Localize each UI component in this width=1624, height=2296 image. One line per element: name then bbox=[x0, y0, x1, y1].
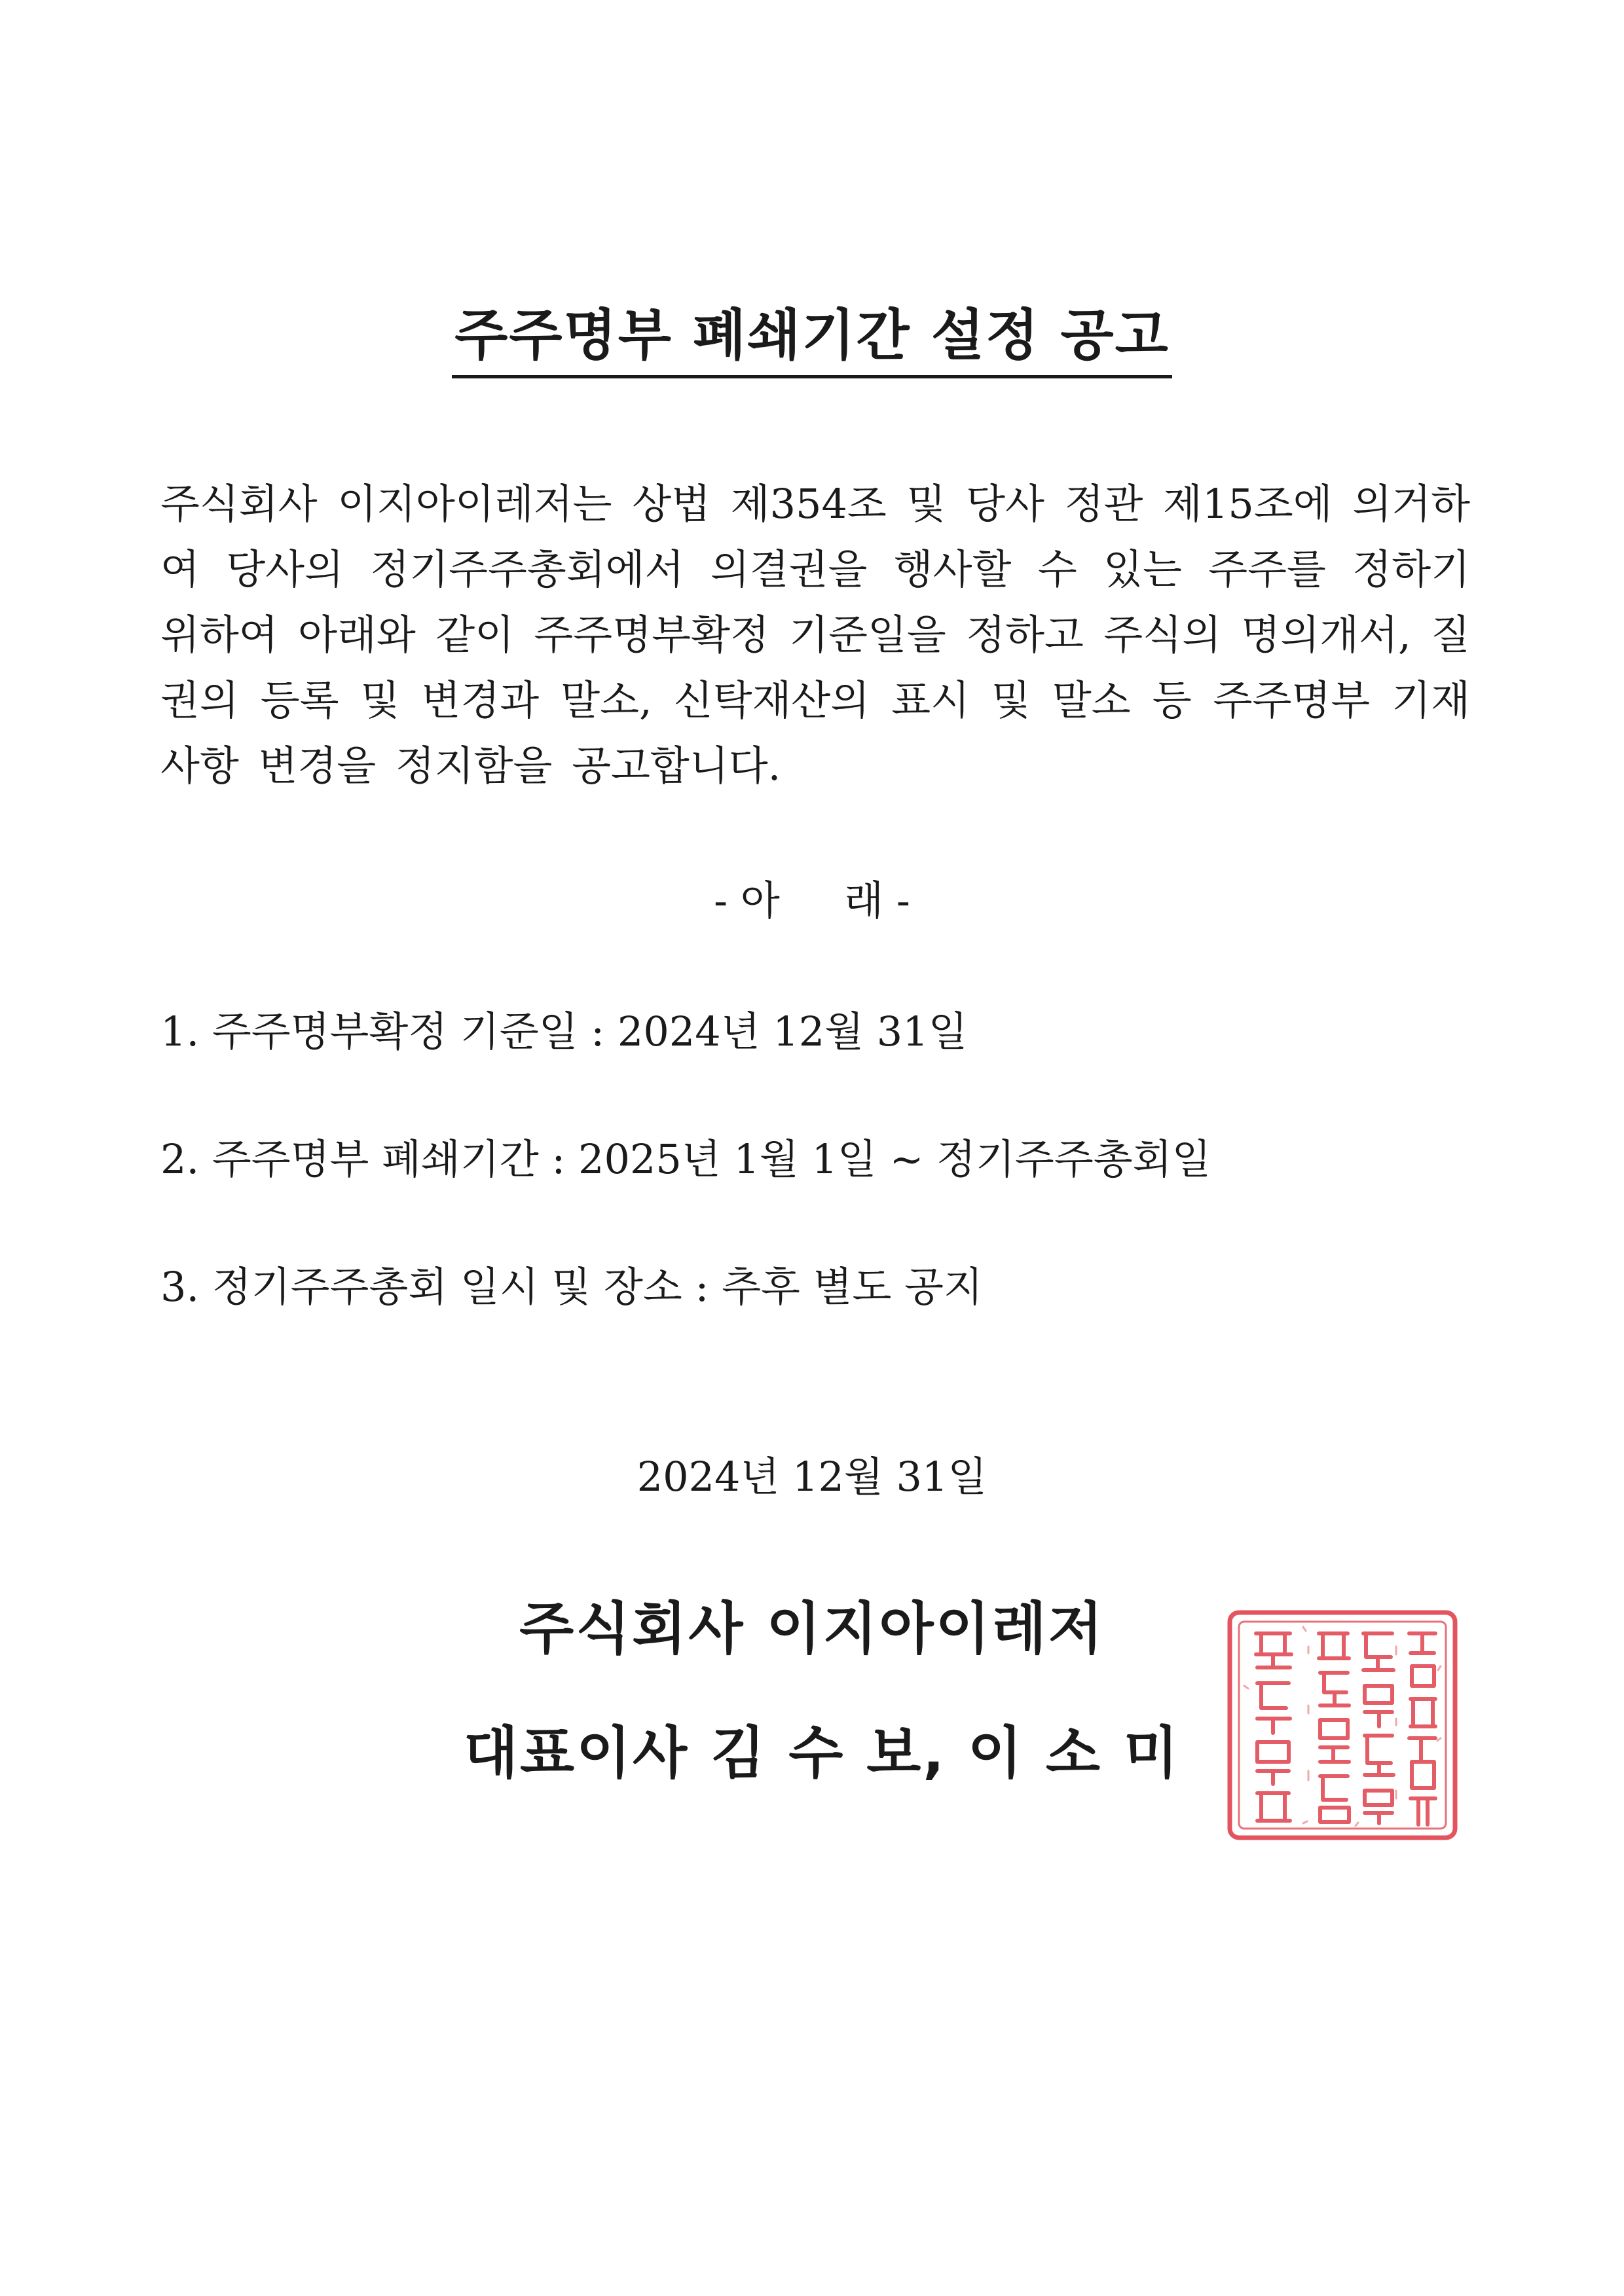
representative-names: 대표이사 김 수 보, 이 소 미 bbox=[463, 1721, 1181, 1786]
notice-body: 주식회사 이지아이레저는 상법 제354조 및 당사 정관 제15조에 의거하여 당사의 정기주주총회에서 의결권을 행사할 수 있는 주주를 정하기 위하여 아래와 같이 주주명부확정 기준일을 정하고 주식의 명의개서, 질권의 등록 및 변경과 말소, 신탁재산의 표시 및 말소 등 주주명부 기재사항 변경을 정지함을 공고합니다. bbox=[160, 480, 1470, 790]
notice-item-closure-period: 2. 주주명부 폐쇄기간 : 2025년 1월 1일 ~ 정기주주총회일 bbox=[160, 1135, 1211, 1183]
seal-stamp-icon bbox=[1225, 1607, 1460, 1843]
notice-item-record-date: 1. 주주명부확정 기준일 : 2024년 12월 31일 bbox=[160, 1008, 968, 1055]
company-name: 주식회사 이지아이레저 bbox=[519, 1596, 1105, 1662]
notice-title-text: 주주명부 폐쇄기간 설정 공고 bbox=[452, 302, 1172, 378]
notice-date: 2024년 12월 31일 bbox=[637, 1453, 987, 1501]
notice-item-meeting-info: 3. 정기주주총회 일시 및 장소 : 추후 별도 공지 bbox=[160, 1263, 983, 1311]
notice-title bbox=[0, 302, 1624, 378]
company-seal bbox=[1225, 1607, 1460, 1843]
arae-label: - 아 래 - bbox=[714, 877, 910, 924]
